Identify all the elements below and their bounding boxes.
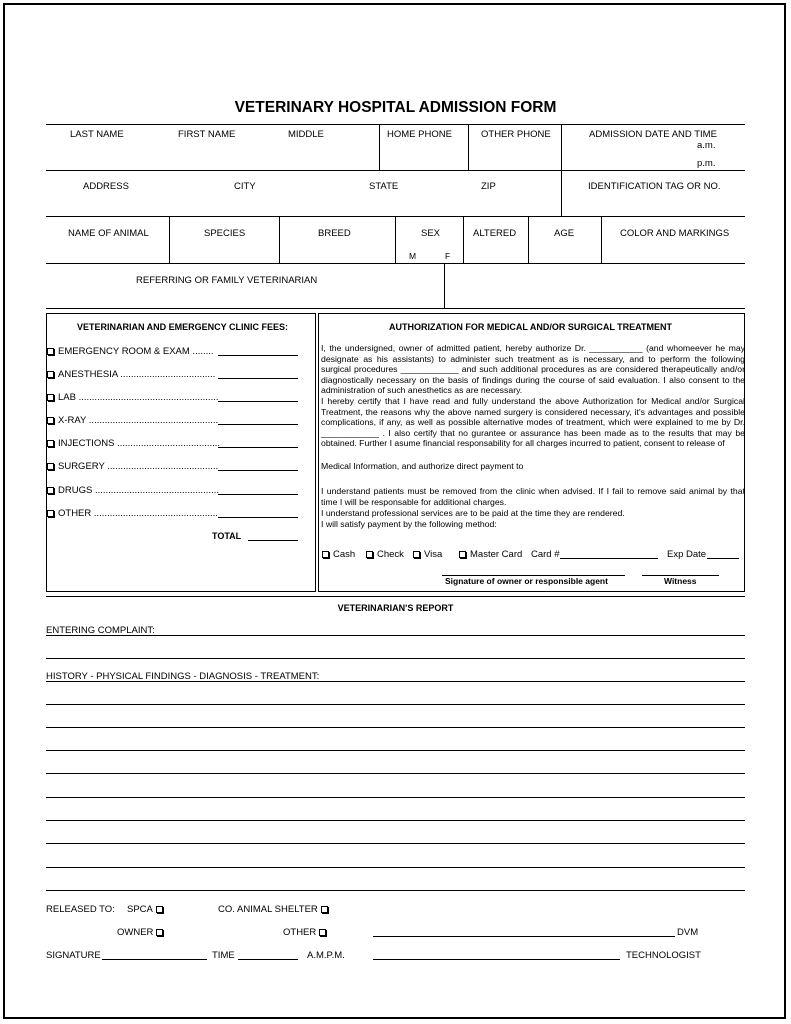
referring-vet-label: REFERRING OR FAMILY VETERINARIAN — [136, 275, 318, 286]
rule — [395, 216, 396, 263]
release-other-option[interactable]: OTHER — [283, 927, 326, 938]
checkbox-icon[interactable] — [319, 929, 326, 936]
fee-amount-line[interactable] — [218, 494, 298, 495]
checkbox-icon[interactable] — [47, 371, 54, 378]
rule — [528, 216, 529, 263]
pay-check-option[interactable]: Check — [366, 549, 404, 560]
fee-item-lab[interactable]: LAB ..................................................... — [47, 392, 218, 403]
rule — [601, 216, 602, 263]
checkbox-icon[interactable] — [156, 906, 163, 913]
state-label: STATE — [369, 181, 399, 192]
color-markings-label: COLOR AND MARKINGS — [620, 228, 730, 239]
dvm-signature-line[interactable] — [373, 936, 675, 937]
rule — [279, 216, 280, 263]
release-shelter-option[interactable]: CO. ANIMAL SHELTER — [218, 904, 328, 915]
checkbox-icon[interactable] — [322, 551, 329, 558]
technologist-label: TECHNOLOGIST — [626, 950, 701, 961]
fee-amount-line[interactable] — [218, 470, 298, 471]
checkbox-icon[interactable] — [47, 394, 54, 401]
entering-complaint-label: ENTERING COMPLAINT: — [46, 625, 155, 636]
altered-label: ALTERED — [473, 228, 517, 239]
fee-item-emergency[interactable]: EMERGENCY ROOM & EXAM ........ — [47, 346, 214, 357]
sex-f-label: F — [445, 251, 451, 261]
checkbox-icon[interactable] — [366, 551, 373, 558]
complaint-line[interactable] — [46, 635, 745, 636]
signature-label: SIGNATURE — [46, 950, 101, 961]
time-line[interactable] — [238, 959, 298, 960]
authorization-paragraph-4: I understand patients must be removed from the clinic when advised. If I fail to remove said animal by that time I will be responsable for additional charges. — [321, 486, 745, 507]
pm-label: p.m. — [697, 158, 716, 169]
authorization-paragraph-2: I hereby certify that I have read and fully understand the above Authorization for Medical and/or Surgical Treatment, the reasons why the above named surgery is considered necessary, it's advantages and possible complications, if any, as well as possible alternative modes of treatment, which were explained to me by Dr. ____________ . I also certify that no gurantee or assurance has been made as to the results that may be obtained. Further I asume financial responsability for all charges incurred to patient, consent to release of — [321, 396, 745, 448]
species-label: SPECIES — [204, 228, 246, 239]
rule — [463, 216, 464, 263]
checkbox-icon[interactable] — [47, 463, 54, 470]
released-to-label: RELEASED TO: — [46, 904, 115, 915]
witness-label: Witness — [664, 576, 697, 586]
am-label: a.m. — [697, 140, 716, 151]
checkbox-icon[interactable] — [47, 417, 54, 424]
card-number-label: Card # — [531, 549, 560, 560]
fee-amount-line[interactable] — [218, 517, 298, 518]
owner-signature-label: Signature of owner or responsible agent — [445, 576, 608, 586]
rule — [379, 124, 380, 170]
fee-item-anesthesia[interactable]: ANESTHESIA .................................... — [47, 369, 215, 380]
fee-item-xray[interactable]: X-RAY ................................................. — [47, 415, 218, 426]
checkbox-icon[interactable] — [459, 551, 466, 558]
release-owner-option[interactable]: OWNER — [117, 927, 163, 938]
checkbox-icon[interactable] — [321, 906, 328, 913]
report-heading: VETERINARIAN'S REPORT — [337, 603, 454, 613]
rule — [46, 308, 745, 309]
authorization-paragraph-1: I, the undersigned, owner of admitted patient, hereby authorize Dr. ___________ (and whomeever he may designate as his assistants) to administer such treatment as is necessary, and to perform the following surgical procedures ____________ and such additional procedures as are considered therapeutically and/or diagnostically necessary on the basis of findings during the course of said evaluation. I also consent to the administration of such anesthetics as are necessary. — [321, 343, 745, 395]
animal-name-label: NAME OF ANIMAL — [68, 228, 149, 239]
authorization-heading: AUTHORIZATION FOR MEDICAL AND/OR SURGICAL TREATMENT — [389, 322, 672, 332]
release-spca-option[interactable]: SPCA — [127, 904, 163, 915]
signature-line[interactable] — [102, 959, 207, 960]
rule — [46, 263, 745, 264]
rule — [468, 124, 469, 170]
exp-date-label: Exp Date — [667, 549, 707, 560]
fee-item-drugs[interactable]: DRUGS ............................................... — [47, 485, 219, 496]
history-line[interactable] — [46, 750, 745, 751]
authorization-paragraph-3: Medical Information, and authorize direct payment to — [321, 461, 524, 471]
checkbox-icon[interactable] — [47, 510, 54, 517]
rule — [561, 124, 562, 216]
last-name-label: LAST NAME — [70, 129, 124, 140]
history-line[interactable] — [46, 843, 745, 844]
history-line[interactable] — [46, 890, 745, 891]
fee-item-injections[interactable]: INJECTIONS ....................................... — [47, 438, 220, 449]
history-line[interactable] — [46, 797, 745, 798]
authorization-paragraph-5: I understand professional services are to be paid at the time they are rendered. — [321, 508, 625, 518]
rule — [444, 263, 445, 309]
history-line[interactable] — [46, 727, 745, 728]
middle-label: MIDDLE — [288, 129, 324, 140]
rule — [46, 170, 745, 171]
city-label: CITY — [234, 181, 256, 192]
pay-mastercard-option[interactable]: Master Card — [459, 549, 522, 560]
authorization-paragraph-6: I will satisfy payment by the following method: — [321, 519, 497, 529]
checkbox-icon[interactable] — [47, 487, 54, 494]
total-label: TOTAL — [212, 531, 242, 541]
fee-amount-line[interactable] — [218, 401, 298, 402]
total-amount-line[interactable] — [248, 540, 298, 541]
fee-amount-line[interactable] — [218, 447, 298, 448]
rule — [46, 124, 745, 125]
form-title: VETERINARY HOSPITAL ADMISSION FORM — [234, 99, 557, 116]
rule — [169, 216, 170, 263]
address-label: ADDRESS — [83, 181, 129, 192]
technologist-signature-line[interactable] — [373, 959, 620, 960]
fees-heading: VETERINARIAN AND EMERGENCY CLINIC FEES: — [77, 322, 289, 332]
time-label: TIME — [212, 950, 235, 961]
exp-date-line[interactable] — [707, 558, 739, 559]
history-line[interactable] — [46, 681, 745, 682]
id-tag-label: IDENTIFICATION TAG OR NO. — [588, 181, 721, 192]
checkbox-icon[interactable] — [47, 348, 54, 355]
pay-cash-option[interactable]: Cash — [322, 549, 355, 560]
home-phone-label: HOME PHONE — [387, 129, 452, 140]
pay-visa-option[interactable]: Visa — [413, 549, 442, 560]
fee-item-other[interactable]: OTHER ............................................... — [47, 508, 218, 519]
breed-label: BREED — [318, 228, 351, 239]
fee-amount-line[interactable] — [218, 378, 298, 379]
admission-date-label: ADMISSION DATE AND TIME — [589, 129, 717, 140]
age-label: AGE — [554, 228, 575, 239]
sex-label: SEX — [421, 228, 441, 239]
history-line[interactable] — [46, 704, 745, 705]
complaint-line[interactable] — [46, 658, 745, 659]
fee-item-surgery[interactable]: SURGERY .......................................... — [47, 461, 218, 472]
card-number-line[interactable] — [560, 558, 658, 559]
history-line[interactable] — [46, 820, 745, 821]
history-line[interactable] — [46, 773, 745, 774]
fee-amount-line[interactable] — [218, 355, 298, 356]
checkbox-icon[interactable] — [47, 440, 54, 447]
other-phone-label: OTHER PHONE — [481, 129, 551, 140]
history-line[interactable] — [46, 867, 745, 868]
history-label: HISTORY - PHYSICAL FINDINGS - DIAGNOSIS - TREATMENT: — [46, 671, 320, 682]
checkbox-icon[interactable] — [156, 929, 163, 936]
rule — [46, 596, 745, 597]
checkbox-icon[interactable] — [413, 551, 420, 558]
dvm-label: DVM — [677, 927, 699, 938]
zip-label: ZIP — [481, 181, 496, 192]
sex-m-label: M — [409, 251, 417, 261]
fee-amount-line[interactable] — [218, 424, 298, 425]
am-pm-label: A.M.P.M. — [307, 950, 345, 961]
first-name-label: FIRST NAME — [178, 129, 236, 140]
